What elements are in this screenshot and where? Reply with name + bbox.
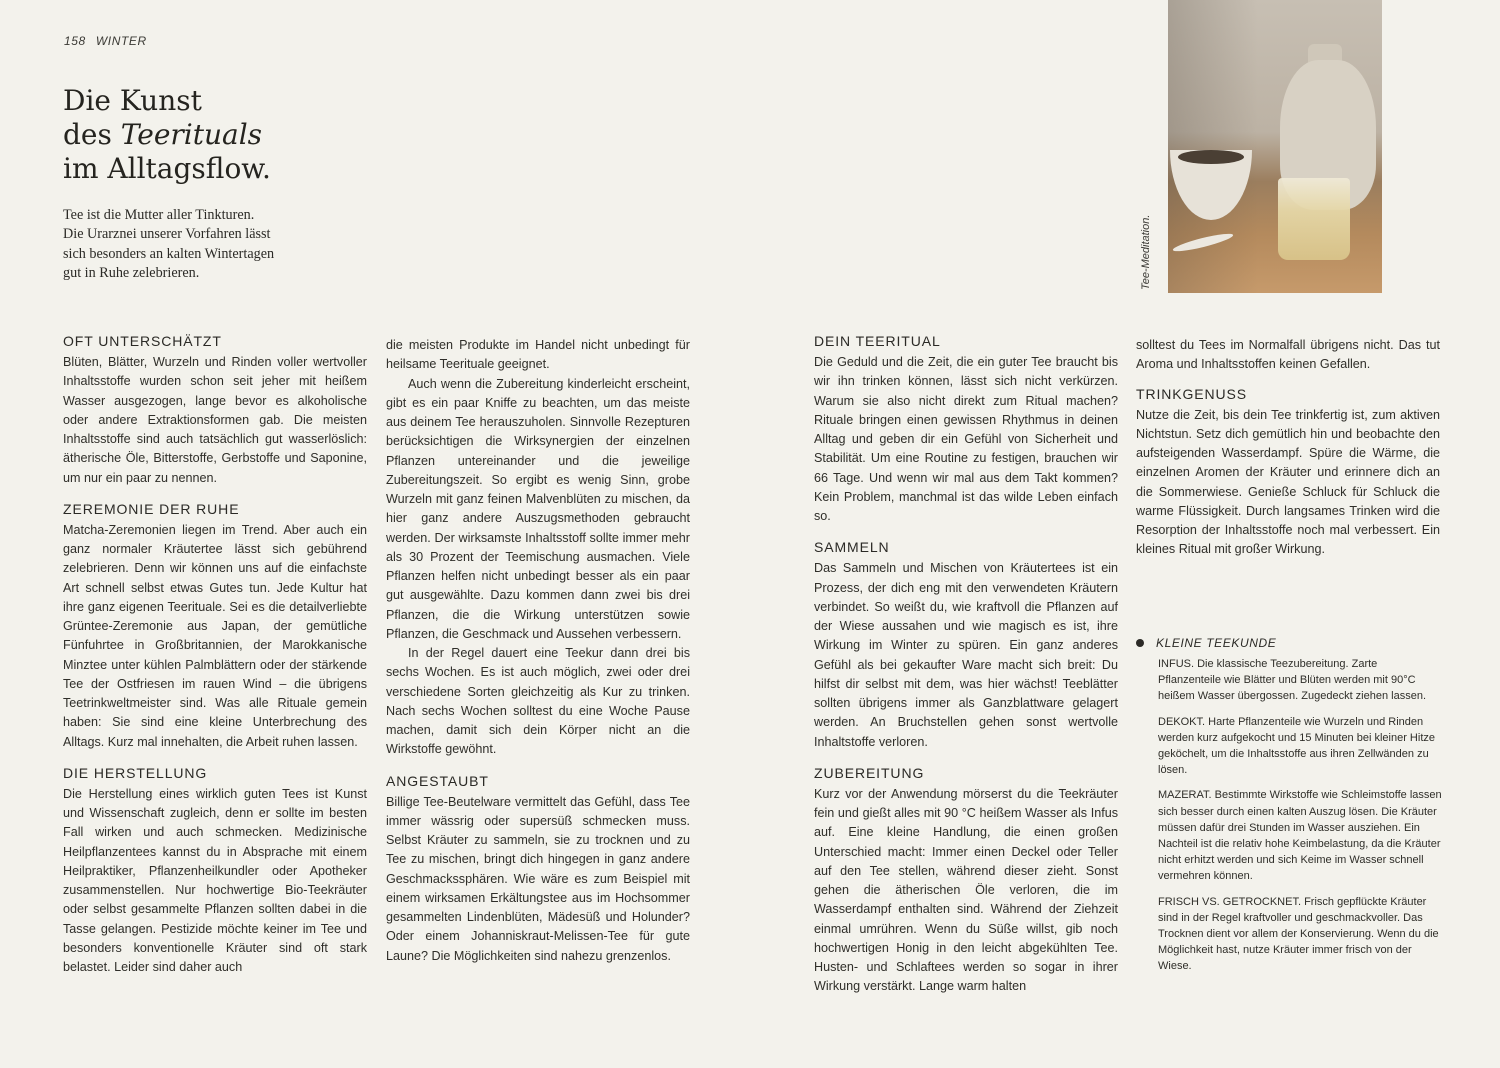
paragraph: Die Herstellung eines wirklich guten Tees ist Kunst und Wissenschaft zugleich, denn er sollte im besten Fall wirken und auch schmecken. Medizinische Heilpflanzentees kannst du in Absprache mit einem Heilpraktiker, Pflanzenheilkundler oder Apotheker zusammenstellen. Nur hochwertige Bio-Teekräuter oder selbst gesammelte Pflanzen sollten dabei in die Tasse gelangen. Pestizide möchte keiner im Tee und besonders konventionelle Kräuter sind oft stark belastet. Leider sind daher auch	[63, 786, 367, 974]
paragraph: Die Geduld und die Zeit, die ein guter Tee braucht bis wir ihn trinken können, lässt sich nicht verkürzen. Warum sie also nicht direkt zum Ritual machen? Rituale bringen einen gewissen Rhythmus in deinen Alltag und geben dir ein Gefühl von Sicherheit und Stabilität. Um eine Routine zu festigen, brauchen wir 66 Tage. Und wenn wir mal aus dem Takt kommen? Kein Problem, manchmal ist das wilde Leben einfach so.	[814, 355, 1118, 523]
info-item-mazerat: MAZERAT. Bestimmte Wirkstoffe wie Schleimstoffe lassen sich besser durch einen kalten Auszug lösen. Die Kräuter müssen dafür drei Stunden im Wasser ausziehen. Ein Nachteil ist die relativ hohe Keimbelastung, da die Kräuter nicht erhitzt werden und sich Keime im Wasser schnell vermehren können.	[1158, 789, 1442, 883]
column-2	[386, 336, 690, 966]
info-box-title	[1136, 634, 1442, 652]
info-item-dekokt: DEKOKT. Harte Pflanzenteile wie Wurzeln und Rinden werden kurz aufgekocht und 15 Minuten bei kleiner Hitze geköchelt, um die Inhaltsstoffe aus ihren Zellwänden zu lösen.	[1158, 715, 1435, 777]
title-line-2	[63, 118, 383, 152]
heading-sammeln: SAMMELN	[814, 539, 890, 556]
paragraph: Billige Tee-Beutelware vermittelt das Gefühl, dass Tee immer wässrig oder supersüß schmecken muss. Selbst Kräuter zu sammeln, sie zu trocknen und zu Tee zu mischen, bringt dich hingegen in ganz andere Geschmackssphären. Wie wäre es zum Beispiel mit einem wirksamen Erkältungstee aus im Hochsommer gesammelten Lindenblüten, Mädesüß und Holunder? Oder einem Johanniskraut-Melissen-Tee für gute Laune? Die Möglichkeiten sind nahezu grenzenlos.	[386, 794, 690, 963]
paragraph: Das Sammeln und Mischen von Kräutertees ist ein Prozess, der dich eng mit den verwendeten Kräutern verbindet. So weißt du, wie kraftvoll die Pflanzen auf der Wiese aussahen und wie magisch es ist, ihre Wirkung im Winter zu spüren. Ein ganz anderes Gefühl als bei gekaufter Ware macht sich breit: Du hilfst dir selbst mit dem, was hier wächst! Teeblätter sollten übrigens immer als Ganzblattware gelagert werden. An Bruchstellen gehen sonst wertvolle Inhaltstoffe verloren.	[814, 561, 1118, 749]
intro-line: Tee ist die Mutter aller Tinkturen.	[63, 207, 255, 223]
title-line-1: Die Kunst	[63, 84, 202, 117]
heading-zeremonie-der-ruhe: ZEREMONIE DER RUHE	[63, 500, 240, 517]
info-box-title-text: KLEINE TEEKUNDE	[1156, 636, 1277, 650]
paragraph: Auch wenn die Zubereitung kinderleicht erscheint, gibt es ein paar Kniffe zu beachten, um das meiste aus deinem Tee herauszuholen. Sinnvolle Rezepturen berücksichtigen die Wirksynergien der einzelnen Pflanzen untereinander und die jeweilige Zubereitungszeit. So ergibt es wenig Sinn, grobe Wurzeln mit ganz feinen Malvenblüten zu mischen, da hier ganz andere Auszugsmethoden gebraucht werden. Der wirksamste Inhaltsstoff sollte immer mehr als 30 Prozent der Teemischung ausmachen. Viele Pflanzen helfen nicht unbedingt besser als ein paar gut ausgewählte. Dazu kommen dann zwei bis drei Pflanzen, die die Wirkung unterstützen sowie Pflanzen, die Geschmack und Aussehen verbessern.	[386, 376, 690, 641]
intro-line: Die Urarznei unserer Vorfahren lässt	[63, 226, 271, 243]
running-head	[64, 34, 157, 48]
paragraph: Matcha-Zeremonien liegen im Trend. Aber auch ein ganz normaler Kräutertee lässt sich gebührend zelebrieren. Denn wir können uns auf die einfachste Art schnell selbst etwas Gutes tun. Jede Kultur hat ihre ganz eigenen Teerituale. Sei es die detailverliebte Grüntee-Zeremonie aus Japan, der gemütliche Fünfuhrtee in Großbritannien, der Marokkanische Minztee unter kühlen Palmblättern oder der stärkende Tee der Ostfriesen im rauen Wind – die übrigens Teetrinkweltmeister sind. Was alle Rituale gemein haben: Sie sind eine kleine Unterbrechung des Alltags. Kurz mal innehalten, die Arbeit ruhen lassen.	[63, 522, 367, 749]
info-item-infus: INFUS. Die klassische Teezubereitung. Zarte Pflanzenteile wie Blätter und Blüten werden mit 90°C heißem Wasser übergossen. Zugedeckt ziehen lassen.	[1158, 658, 1427, 703]
page-title	[63, 84, 383, 186]
column-1	[63, 330, 367, 977]
heading-dein-teeritual: DEIN TEERITUAL	[814, 333, 941, 349]
heading-zubereitung: ZUBEREITUNG	[814, 764, 925, 781]
section-name: WINTER	[95, 34, 147, 48]
intro-line: sich besonders an kalten Wintertagen	[63, 245, 275, 262]
tea-glass	[1278, 178, 1350, 260]
info-item-frisch-vs-getrocknet: FRISCH VS. GETROCKNET. Frisch gepflückte Kräuter sind in der Regel kraftvoller und geschmackvoller. Das Trocknen dient vor allem der Konservierung. Wenn du die Möglichkeit hast, nutze Kräuter immer frisch von der Wiese.	[1158, 895, 1439, 973]
title-line-3: im Alltagsflow.	[63, 152, 271, 185]
paragraph: die meisten Produkte im Handel nicht unbedingt für heilsame Teerituale geeignet.	[386, 338, 690, 372]
paragraph: In der Regel dauert eine Teekur dann drei bis sechs Wochen. Es ist auch möglich, zwei oder drei verschiedene Sorten gleichzeitig als Kur zu trinken. Nach sechs Wochen solltest du eine Woche Pause machen, damit sich dein Körper nicht an die Wirkstoffe gewöhnt.	[386, 646, 690, 757]
tea-photo	[1168, 0, 1382, 293]
title-line-2-prefix: des	[63, 118, 121, 151]
heading-trinkgenuss: TRINKGENUSS	[1136, 385, 1248, 402]
column-4	[1136, 336, 1440, 560]
paragraph: Blüten, Blätter, Wurzeln und Rinden voller wertvoller Inhaltsstoffe wurden schon seit jeher mit heißem Wasser ausgezogen, lange bevor es alkoholische oder andere Extraktionsformen gab. Die meisten Inhaltsstoffe sind auch tatsächlich gut wasserlöslich: ätherische Öle, Bitterstoffe, Gerbstoffe und Saponine, um nur ein paar zu nennen.	[63, 355, 367, 485]
heading-oft-unterschaetzt: OFT UNTERSCHÄTZT	[63, 333, 222, 349]
intro-text	[63, 206, 308, 283]
info-box-kleine-teekunde	[1136, 634, 1442, 975]
intro-line: gut in Ruhe zelebrieren.	[63, 264, 200, 281]
bullet-icon	[1136, 639, 1144, 647]
photo-caption: Tee-Meditation.	[1140, 214, 1152, 290]
paragraph: Kurz vor der Anwendung mörserst du die Teekräuter fein und gießt alles mit 90 °C heißem Wasser als Infus auf. Eine kleine Handlung, die einen großen Unterschied macht: Immer einen Deckel oder Teller auf den Tee stellen, während dieser zieht. Sonst gehen die ätherischen Öle verloren, die im Wasserdampf enthalten sind. Während der Ziehzeit einmal umrühren. Wenn du Süße willst, gib noch hochwertigen Honig in den leicht abgekühlten Tee. Husten- und Schlaftees werden so sogar in ihrer Wirkung verstärkt. Lange warm halten	[814, 786, 1118, 994]
heading-die-herstellung: DIE HERSTELLUNG	[63, 764, 208, 781]
page-number: 158	[64, 34, 86, 48]
right-page	[750, 0, 1500, 1068]
heading-angestaubt: ANGESTAUBT	[386, 772, 489, 789]
paragraph: solltest du Tees im Normalfall übrigens nicht. Das tut Aroma und Inhaltsstoffen keinen Gefallen.	[1136, 338, 1440, 372]
title-line-2-italic: Teerituals	[120, 118, 263, 151]
paragraph: Nutze die Zeit, bis dein Tee trinkfertig ist, zum aktiven Nichtstun. Setz dich gemütlich hin und beobachte den aufsteigenden Wasserdampf. Spüre die Wärme, die einzelnen Aromen der Kräuter und erinnere dich an die Sommerwiese. Genieße Schluck für Schluck die warme Flüssigkeit. Durch langsames Trinken wird die Resorption der Inhaltsstoffe noch mal verbessert. Ein kleines Ritual mit großer Wirkung.	[1136, 407, 1440, 557]
column-3	[814, 330, 1118, 997]
